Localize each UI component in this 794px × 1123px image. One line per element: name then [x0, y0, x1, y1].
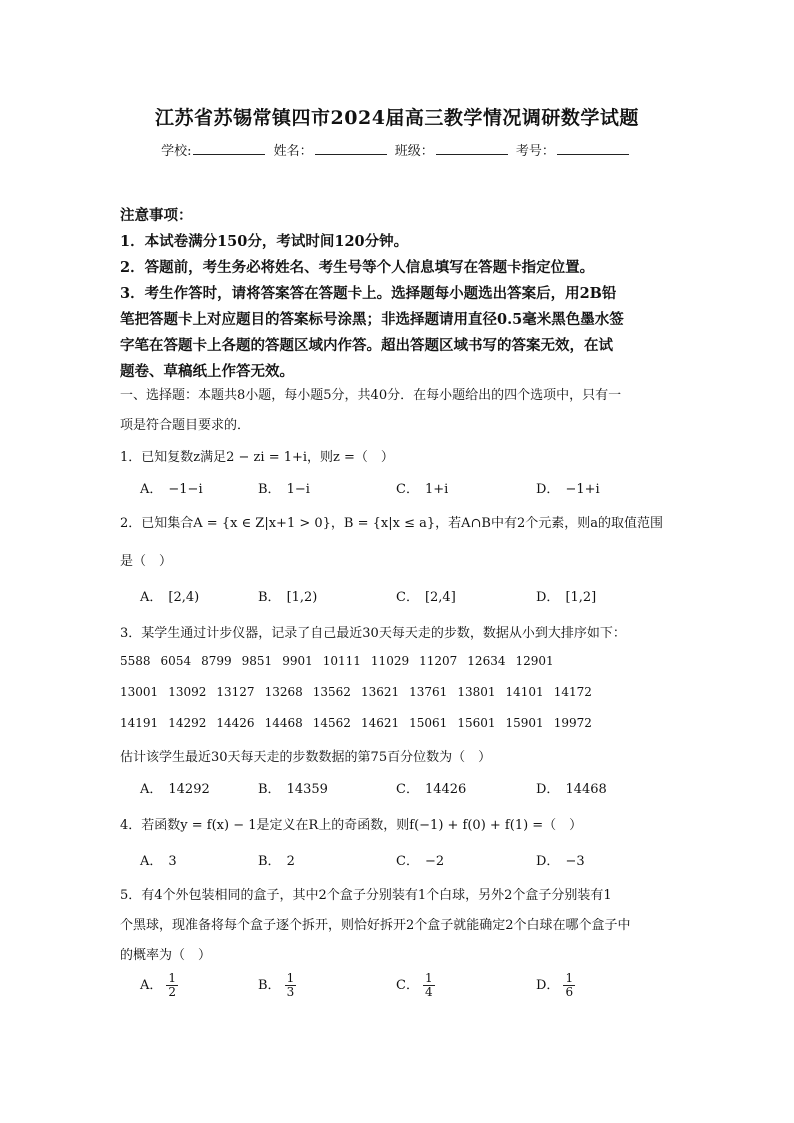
option-d: D． 14468: [536, 782, 607, 797]
step-data-row: 5588 6054 8799 9851 9901 10111 11029 11207 12634 12901: [120, 654, 554, 668]
fraction: $\frac{1}{6}$: [565, 971, 574, 999]
option-d: D． −3: [536, 854, 585, 869]
option-b: B． $\frac{1}{3}$: [258, 971, 295, 999]
option-c: C． 1+i: [396, 482, 449, 497]
option-a: A． 14292: [140, 782, 210, 797]
class-label: 班级：: [394, 144, 434, 159]
question-3-stem: 3．某学生通过计步仪器，记录了自己最近30天每天走的步数，数据从小到大排序如下：: [120, 626, 626, 641]
option-a: A． [2,4): [140, 590, 200, 605]
school-label: 学校:: [161, 144, 192, 159]
option-a: A． 3: [140, 854, 177, 869]
student-info-line: [0, 140, 794, 159]
note-item: 字笔在答题卡上各题的答题区域内作答。超出答题区域书写的答案无效，在试: [120, 337, 613, 354]
question-2-stem-cont: 是（ ）: [120, 554, 173, 569]
option-b: B． 2: [258, 854, 295, 869]
fraction: $\frac{1}{4}$: [424, 971, 433, 999]
question-5-stem: 5．有4个外包装相同的盒子，其中2个盒子分别装有1个白球，另外2个盒子分别装有1: [120, 888, 612, 903]
note-item: 3．考生作答时，请将答案答在答题卡上。选择题每小题选出答案后，用2B铅: [120, 285, 617, 302]
question-2-stem: 2．已知集合A = {x ∈ Z|x+1 > 0}，B = {x|x ≤ a}，若A∩B中有2个元素，则a的取值范围: [120, 516, 663, 531]
school-blank: [193, 142, 265, 155]
note-item: 笔把答题卡上对应题目的答案标号涂黑；非选择题请用直径0.5毫米黑色墨水签: [120, 311, 624, 328]
exam-number-blank: [557, 142, 629, 155]
option-d: D． [1,2]: [536, 590, 597, 605]
step-data-row: 14191 14292 14426 14468 14562 14621 15061 15601 15901 19972: [120, 716, 592, 730]
option-c: C． −2: [396, 854, 445, 869]
question-5-stem-cont: 个黑球，现准备将每个盒子逐个拆开，则恰好拆开2个盒子就能确定2个白球在哪个盒子中: [120, 918, 631, 933]
class-blank: [436, 142, 508, 155]
option-b: B． 1−i: [258, 482, 310, 497]
option-a: A． −1−i: [140, 482, 203, 497]
notes-heading: 注意事项：: [120, 207, 193, 224]
option-b: B． [1,2): [258, 590, 318, 605]
question-5-stem-cont: 的概率为（ ）: [120, 948, 212, 963]
question-4-stem: 4．若函数y = f(x) − 1是定义在R上的奇函数，则f(−1) + f(0) + f(1) =（ ）: [120, 818, 583, 833]
section-heading: 一、选择题：本题共8小题，每小题5分，共40分．在每小题给出的四个选项中，只有一: [120, 388, 622, 403]
note-item: 1．本试卷满分150分，考试时间120分钟。: [120, 233, 409, 250]
note-item: 题卷、草稿纸上作答无效。: [120, 363, 294, 380]
fraction: $\frac{1}{3}$: [286, 971, 295, 999]
fraction: $\frac{1}{2}$: [168, 971, 177, 999]
question-1-stem: 1．已知复数z满足2 − zi = 1+i，则z =（ ）: [120, 450, 394, 465]
page-title: 江苏省苏锡常镇四市2024届高三教学情况调研数学试题: [155, 107, 639, 129]
step-data-row: 13001 13092 13127 13268 13562 13621 13761 13801 14101 14172: [120, 685, 592, 699]
option-c: C． $\frac{1}{4}$: [396, 971, 433, 999]
exam-number-label: 考号：: [515, 144, 555, 159]
note-item: 2．答题前，考生务必将姓名、考生号等个人信息填写在答题卡指定位置。: [120, 259, 595, 276]
option-c: C． 14426: [396, 782, 467, 797]
question-3-stem-cont: 估计该学生最近30天每天走的步数数据的第75百分位数为（ ）: [120, 750, 492, 765]
option-d: D． −1+i: [536, 482, 600, 497]
option-a: A． $\frac{1}{2}$: [140, 971, 177, 999]
option-c: C． [2,4]: [396, 590, 456, 605]
name-label: 姓名：: [273, 144, 313, 159]
option-d: D． $\frac{1}{6}$: [536, 971, 574, 999]
section-heading-cont: 项是符合题目要求的．: [120, 418, 251, 433]
option-b: B． 14359: [258, 782, 328, 797]
name-blank: [315, 142, 387, 155]
